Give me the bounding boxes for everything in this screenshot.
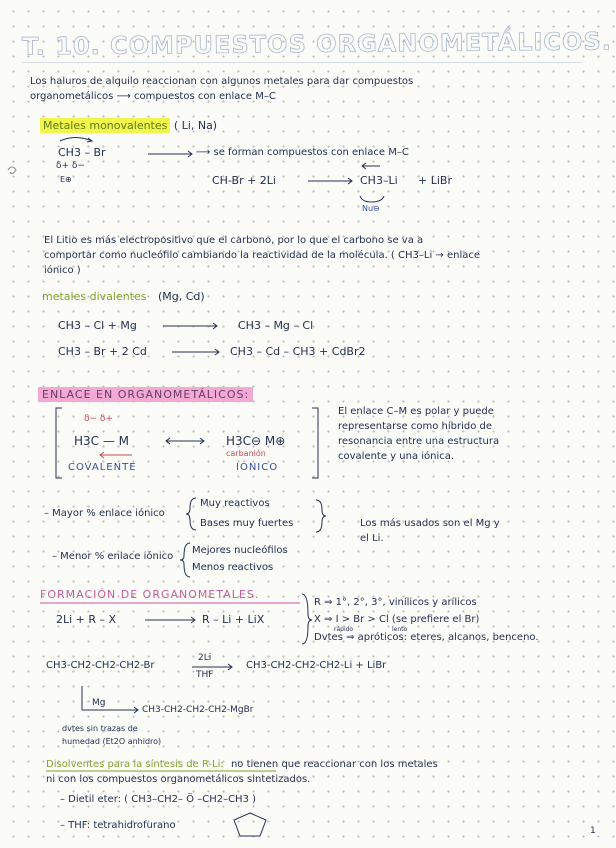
bond-most-used-2: el Li. bbox=[360, 533, 384, 544]
bond-heading bbox=[38, 388, 253, 401]
solvents-heading: Disolventes para la síntesis de R-Li: bbox=[46, 759, 224, 770]
chain-solvent: THF bbox=[196, 670, 214, 680]
bond-note-2: representarse como híbrido de bbox=[338, 421, 492, 432]
di-metals: (Mg, Cd) bbox=[157, 290, 205, 303]
mono-metals: ( Li, Na) bbox=[173, 119, 218, 132]
page-title: T. 10. COMPUESTOS ORGANOMETÁLICOS. bbox=[21, 27, 612, 61]
bond-more-b: Bases muy fuertes bbox=[200, 518, 294, 529]
chain-right: CH3-CH2-CH2-CH2-Li + LiBr bbox=[246, 660, 387, 671]
mono-eq-left: CH-Br + 2Li bbox=[212, 174, 276, 187]
chain-mg: Mg bbox=[92, 698, 106, 708]
chain-mg-product: CH3-CH2-CH2-CH2-MgBr bbox=[142, 705, 254, 715]
bond-left-deltas: δ− δ+ bbox=[84, 414, 113, 424]
mono-note-3: iónico ) bbox=[44, 265, 81, 276]
solvent-thf: – THF: tetrahidrofurano bbox=[60, 820, 176, 831]
intro-line-2: organometálicos ⟶ compuestos con enlace M–C bbox=[30, 91, 276, 102]
chain-left: CH3-CH2-CH2-CH2-Br bbox=[46, 660, 155, 671]
bond-covalent-structure: H3C — M bbox=[74, 434, 130, 448]
bond-note-3: resonancia entre una estructura bbox=[338, 436, 500, 447]
bond-covalent-label: COVALENTE bbox=[68, 462, 137, 473]
bond-more-ionic: – Mayor % enlace iónico bbox=[44, 508, 165, 519]
mono-deltas: δ+ δ− bbox=[56, 161, 85, 171]
bond-most-used: Los más usados son el Mg y bbox=[360, 518, 500, 529]
bond-note-4: covalente y una iónica. bbox=[338, 451, 455, 462]
bond-ionic-label: IÓNICO bbox=[236, 462, 279, 473]
formation-solvent-note: Dvtes ⇒ apróticos: eteres, alcanos, benceno. bbox=[314, 632, 539, 643]
di-eq2-left: CH3 – Br + 2 Cd bbox=[58, 345, 147, 358]
bond-carbanion-label: carbanión bbox=[226, 449, 266, 458]
intro-line-1: Los haluros de alquilo reaccionan con algunos metales para dar compuestos bbox=[30, 76, 414, 87]
bond-more-a: Muy reactivos bbox=[200, 498, 270, 509]
formation-x-sub-slow: lento bbox=[392, 626, 408, 633]
di-eq2-right: CH3 – Cd – CH3 + CdBr2 bbox=[230, 345, 366, 358]
title-underline bbox=[22, 62, 582, 63]
solvent-diethyl-ether: – Dietil eter: ( CH3–CH2– Ö –CH2–CH3 ) bbox=[60, 794, 257, 805]
di-heading-text: metales divalentes bbox=[42, 290, 147, 303]
bond-less-b: Menos reactivos bbox=[192, 562, 274, 573]
mono-eq-right: CH3–Li bbox=[360, 174, 398, 187]
formation-x-note: X ⇒ I > Br > Cl (se prefiere el Br) bbox=[314, 614, 480, 625]
mono-reactant: CH3 – Br bbox=[58, 146, 106, 159]
mono-nucleophile: Nu⊖ bbox=[362, 204, 380, 213]
di-eq1-left: CH3 – Cl + Mg bbox=[58, 319, 137, 332]
bond-less-a: Mejores nucleófilos bbox=[192, 545, 288, 556]
mono-note-1: El Litio es más electropositivo que el carbono, por lo que el carbono se va a bbox=[44, 235, 424, 246]
bond-less-ionic: – Menor % enlace iónico bbox=[52, 551, 174, 562]
mono-electrophile: E⊕ bbox=[60, 175, 72, 184]
mono-eq-plus: + LiBr bbox=[418, 174, 452, 187]
bond-note-1: El enlace C–M es polar y puede bbox=[338, 406, 494, 417]
solvents-heading-line bbox=[46, 759, 438, 770]
chain-reagent: 2Li bbox=[198, 653, 212, 663]
formation-eq-left: 2Li + R – X bbox=[56, 613, 117, 626]
dry-note-2: humedad (Et2O anhidro) bbox=[62, 737, 162, 746]
mono-note-2: comportar como nucleófilo cambiando la reactividad de la molécula. ( CH3–Li → enlace bbox=[44, 250, 481, 261]
page-number: 1 bbox=[590, 826, 596, 836]
formation-x-sub-fast: rápido bbox=[334, 626, 354, 633]
solvents-text-2: ni con los compuestos organometálicos sintetizados. bbox=[46, 774, 311, 785]
mono-arrow-note: ⟶ se forman compuestos con enlace M–C bbox=[196, 147, 409, 158]
solvents-text: no tienen que reaccionar con los metales bbox=[230, 759, 438, 770]
formation-r-note: R ⇒ 1°, 2°, 3°, vinílicos y arílicos bbox=[314, 597, 477, 608]
mono-heading-text: Metales monovalentes bbox=[40, 118, 170, 133]
formation-eq-right: R – Li + LiX bbox=[202, 613, 265, 626]
di-eq1-right: CH3 – Mg – Cl bbox=[238, 319, 314, 332]
di-heading bbox=[42, 290, 205, 303]
bond-heading-text: ENLACE EN ORGANOMETÁLICOS: bbox=[38, 387, 253, 402]
mono-heading bbox=[40, 119, 217, 132]
formation-heading: FORMACIÓN DE ORGANOMETALES. bbox=[40, 588, 260, 601]
dry-note-1: dvtes sin trazas de bbox=[62, 724, 138, 733]
bond-ionic-structure: H3C⊖ M⊕ bbox=[226, 434, 286, 448]
